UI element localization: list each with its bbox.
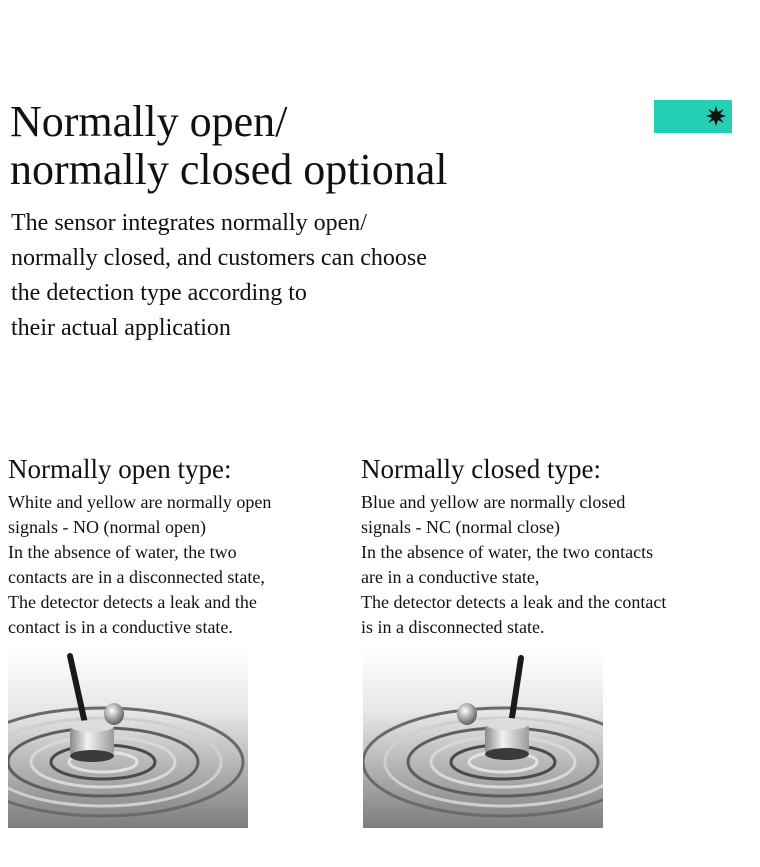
description-line: In the absence of water, the two — [8, 542, 237, 562]
description-line: is in a disconnected state. — [361, 617, 545, 637]
intro-line: their actual application — [11, 315, 231, 341]
intro-line: The sensor integrates normally open/ — [11, 210, 367, 236]
description-line: Blue and yellow are normally closed — [361, 492, 626, 512]
page-title — [10, 98, 630, 194]
intro-line: normally closed, and customers can choose — [11, 245, 427, 271]
accent-badge — [654, 100, 732, 133]
normally-open-section — [8, 452, 358, 640]
intro-text — [11, 206, 531, 346]
description-line: contact is in a conductive state. — [8, 617, 233, 637]
normally-open-heading: Normally open type: — [8, 454, 232, 484]
description-line: are in a conductive state, — [361, 567, 540, 587]
normally-closed-description — [361, 490, 711, 640]
description-line: contacts are in a disconnected state, — [8, 567, 265, 587]
description-line: In the absence of water, the two contacts — [361, 542, 654, 562]
title-line: normally closed optional — [10, 145, 448, 194]
description-line: The detector detects a leak and the contact — [361, 592, 667, 612]
sensor-water-photo-normally-open — [8, 650, 248, 828]
description-line: White and yellow are normally open — [8, 492, 272, 512]
normally-closed-section — [361, 452, 711, 640]
description-line: signals - NO (normal open) — [8, 517, 206, 537]
description-line: signals - NC (normal close) — [361, 517, 560, 537]
starburst-icon — [706, 106, 726, 126]
description-line: The detector detects a leak and the — [8, 592, 257, 612]
intro-line: the detection type according to — [11, 280, 307, 306]
normally-open-description — [8, 490, 358, 640]
title-line: Normally open/ — [10, 97, 288, 146]
sensor-water-photo-normally-closed — [363, 650, 603, 828]
normally-closed-heading: Normally closed type: — [361, 454, 601, 484]
